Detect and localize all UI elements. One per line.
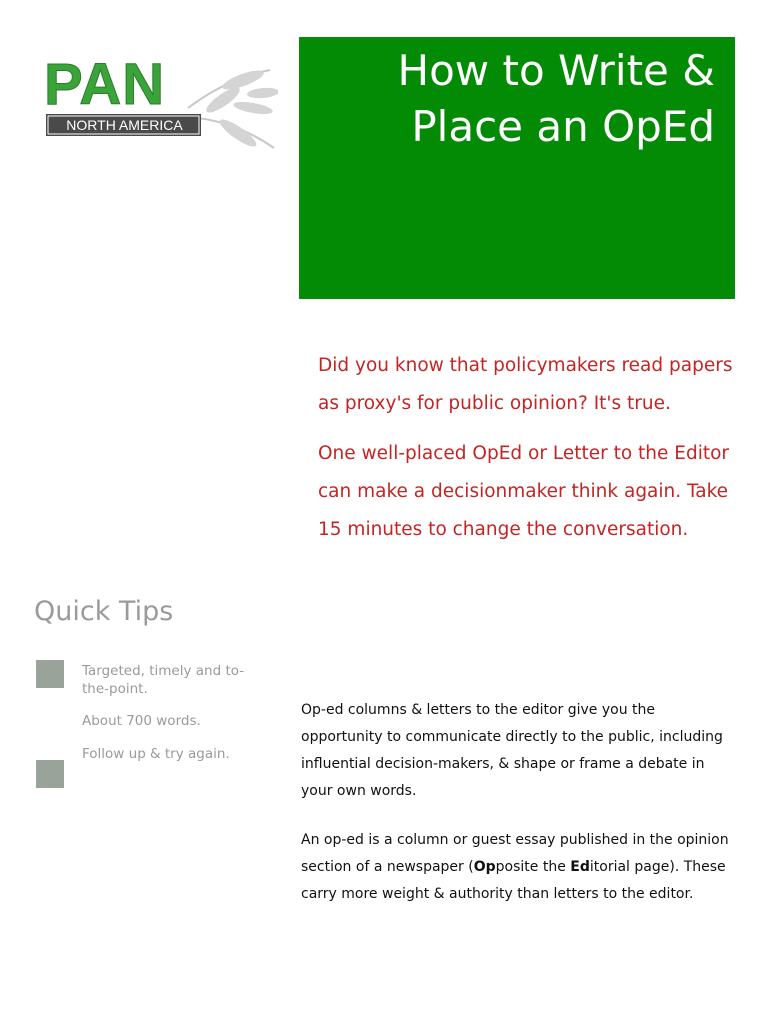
body-text-span: posite the: [495, 859, 571, 875]
body-paragraph-1: Op-ed columns & letters to the editor give you the opportunity to communicate directly to the public, including influential decision-makers, & shape or frame a debate in your own words.: [301, 702, 723, 799]
bullet-square-icon: [36, 660, 64, 688]
body-paragraph-2: [301, 827, 731, 908]
intro-paragraph-1: Did you know that policymakers read papers as proxy's for public opinion? It's true.: [318, 355, 733, 414]
intro-callout: [318, 347, 738, 561]
tip-item: About 700 words.: [82, 713, 201, 729]
bold-op: Op: [473, 859, 496, 875]
logo-pan-text: PAN: [44, 52, 166, 117]
bullet-square-icon: [36, 760, 64, 788]
body-text-span: An op-ed is a column or guest essay published in the opinion section of a newspaper (: [301, 832, 729, 875]
body-text-span: itorial page). These carry more weight & authority than letters to the editor.: [301, 859, 726, 902]
title-banner: [299, 37, 735, 299]
article-body: [301, 697, 731, 930]
quick-tips-heading: Quick Tips: [34, 596, 174, 627]
bold-ed: Ed: [570, 859, 590, 875]
logo-subtitle: NORTH AMERICA: [66, 117, 183, 133]
page-title-line-2: Place an OpEd: [411, 102, 715, 151]
intro-paragraph-2: One well-placed OpEd or Letter to the Editor can make a decisionmaker think again. Take 15 minutes to change the conversation.: [318, 443, 730, 540]
tip-item: Follow up & try again.: [82, 746, 230, 762]
page-title-line-1: How to Write &: [397, 46, 715, 95]
pan-north-america-logo: [38, 48, 278, 158]
tip-item: Targeted, timely and to-the-point.: [82, 663, 245, 697]
